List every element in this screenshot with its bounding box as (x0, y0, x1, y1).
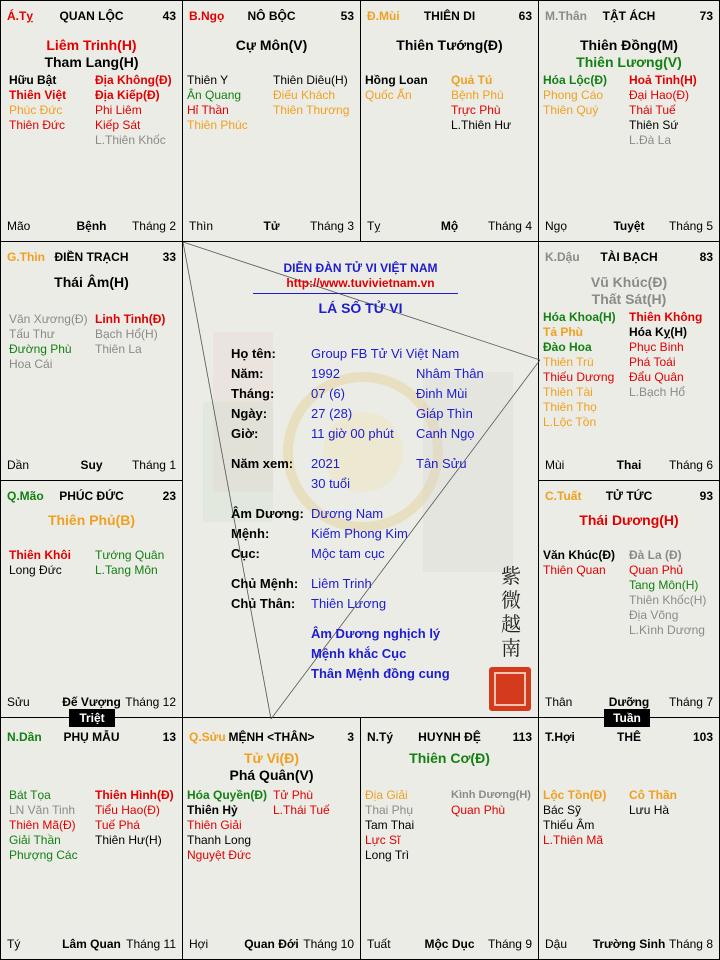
month: Tháng 7 (668, 695, 713, 709)
star: Linh Tinh(Đ) (95, 312, 166, 326)
star: Thiếu Âm (543, 818, 595, 832)
star-column-right (629, 310, 702, 400)
triet-tag: Triệt (69, 709, 115, 727)
palace-number: 3 (347, 730, 354, 744)
info-row-cuc (231, 544, 260, 564)
palace-number: 103 (692, 730, 713, 744)
month: Tháng 6 (668, 458, 713, 472)
info-row-hour (231, 424, 258, 444)
palace-name: PHÚC ĐỨC (59, 489, 124, 503)
star: Thiên Khốc(H) (629, 593, 707, 607)
main-star-1: Thái Âm(H) (54, 274, 129, 290)
star: Bát Tọa (9, 788, 51, 802)
earthly-branch: Tuất (367, 937, 391, 951)
star-column-left (9, 788, 78, 863)
star: Điếu Khách (273, 88, 336, 102)
star-column-left (187, 73, 248, 133)
label: Âm Dương: (231, 506, 304, 521)
star: Phúc Đức (9, 103, 63, 117)
palace-position: T.Hợi (545, 730, 575, 744)
age: 30 tuổi (311, 476, 351, 491)
main-star-1: Liêm Trinh(H) (46, 37, 137, 53)
star: Phượng Các (9, 848, 78, 862)
palace-number: 53 (340, 9, 354, 23)
star: Quả Tú (451, 73, 493, 87)
label: Năm: (231, 366, 264, 381)
star: Kình Dương(H) (451, 789, 531, 801)
main-star-1: Thiên Cơ(Đ) (409, 750, 490, 766)
star-column-right (629, 73, 697, 148)
life-stage: Trường Sinh (592, 937, 666, 951)
star: Thiên Hư(H) (95, 833, 162, 847)
star: Thiên Hình(Đ) (95, 788, 174, 802)
star: Thiên Phúc (187, 118, 248, 132)
seal-char: 越 (501, 612, 521, 636)
star: Thiên La (95, 342, 142, 356)
star: Bệnh Phù (451, 88, 504, 102)
star: Tuế Phá (95, 818, 140, 832)
life-stage: Tử (263, 219, 280, 233)
star: Hóa Kỵ(H) (629, 325, 688, 339)
info-value: Kiếm Phong Kim (311, 526, 408, 541)
month: Tháng 3 (309, 219, 354, 233)
star: Bác Sỹ (543, 803, 582, 817)
earthly-branch: Tỵ (367, 219, 381, 233)
palace-position: Q.Mão (7, 489, 44, 503)
star: Thiên Mã(Đ) (9, 818, 76, 832)
star: L.Thiên Hư (451, 118, 512, 132)
star: Trực Phù (451, 103, 501, 117)
palace-number: 13 (162, 730, 176, 744)
palace-number: 83 (699, 250, 713, 264)
star: Tử Phù (273, 788, 314, 802)
month: Tháng 9 (487, 937, 532, 951)
star: Long Trì (365, 848, 410, 862)
star: Long Đức (9, 563, 62, 577)
life-stage: Lâm Quan (62, 937, 121, 951)
star: Hữu Bật (9, 73, 57, 87)
info-value: Liêm Trinh (311, 576, 372, 591)
palace-name: THIÊN DI (423, 9, 476, 23)
palace-position: Á.Tỵ (7, 9, 34, 23)
earthly-branch: Mão (7, 219, 31, 233)
month: Tháng 2 (131, 219, 176, 233)
info-value: 07 (6) (311, 386, 345, 401)
info-value-2: Đinh Mùi (416, 386, 468, 401)
note-1: Âm Dương nghịch lý (311, 626, 441, 641)
star: Tả Phù (543, 325, 584, 339)
star: Phi Liêm (95, 103, 142, 117)
star: Đào Hoa (543, 340, 592, 354)
palace-no-boc (182, 0, 361, 242)
star: L.Kình Dương (629, 623, 705, 637)
palace-position: K.Dậu (545, 250, 580, 264)
star: L.Tang Môn (95, 563, 158, 577)
palace-tai-bach (538, 241, 720, 481)
star: Địa Không(Đ) (95, 73, 172, 87)
palace-quan-loc (0, 0, 183, 242)
info-row-name (231, 344, 276, 364)
palace-name: HUYNH ĐỆ (418, 730, 481, 744)
star: Tấu Thư (9, 327, 55, 341)
star: Tướng Quân (95, 548, 165, 562)
star: Thiên Quý (543, 103, 599, 117)
star-column-left (543, 310, 616, 430)
star-column-right (95, 73, 172, 148)
month: Tháng 8 (668, 937, 713, 951)
star: Thái Tuế (629, 103, 676, 117)
palace-name: ĐIỀN TRẠCH (54, 250, 129, 264)
star: Thiên Khôi (9, 548, 71, 562)
main-star-1: Vũ Khúc(Đ) (590, 274, 668, 290)
palace-number: 63 (518, 9, 532, 23)
star-column-left (543, 548, 615, 578)
star: Đà La (Đ) (629, 548, 682, 562)
palace-name: QUAN LỘC (59, 9, 124, 23)
star-column-left (187, 788, 267, 863)
star: Hóa Quyền(Đ) (187, 788, 268, 802)
star: Tam Thai (365, 818, 415, 832)
main-star-2: Tham Lang(H) (44, 54, 139, 70)
palace-position: M.Thân (545, 9, 587, 23)
star-column-left (9, 312, 88, 372)
palace-menh-than (182, 717, 361, 960)
palace-position: C.Tuất (545, 489, 582, 503)
palace-position: Q.Sửu (189, 730, 226, 744)
month: Tháng 4 (487, 219, 532, 233)
palace-name: TÀI BẠCH (600, 250, 658, 264)
star: Tang Môn(H) (629, 578, 699, 592)
star: Văn Khúc(Đ) (543, 548, 615, 562)
star: Lưu Hà (629, 803, 670, 817)
star: Giải Thần (9, 833, 61, 847)
main-star-2: Thất Sát(H) (591, 291, 667, 307)
star: Đẩu Quân (629, 370, 684, 384)
month: Tháng 10 (303, 937, 354, 951)
star: Đại Hao(Đ) (629, 88, 690, 102)
info-value: Mộc tam cục (311, 546, 385, 561)
palace-position: G.Thìn (7, 250, 45, 264)
star: L.Lộc Tồn (543, 415, 597, 429)
info-value: 27 (28) (311, 406, 353, 421)
star-column-right (629, 788, 677, 818)
info-row-year (231, 364, 264, 384)
info-row-am-duong (231, 504, 304, 524)
star: Văn Xương(Đ) (9, 312, 88, 326)
site-url[interactable]: http://www.tuvivietnam.vn (286, 276, 435, 290)
star-column-right (629, 548, 706, 638)
earthly-branch: Hợi (189, 937, 209, 951)
life-stage: Quan Đới (244, 937, 299, 951)
label: Mệnh: (231, 526, 270, 541)
palace-tat-ach (538, 0, 720, 242)
palace-name: TỬ TỨC (605, 489, 653, 503)
palace-name: TẬT ÁCH (602, 9, 656, 23)
chart-title: LÁ SỐ TỬ VI (318, 300, 403, 316)
note-2: Mệnh khắc Cục (311, 646, 407, 661)
star: Thiên Diêu(H) (273, 73, 348, 87)
palace-the (538, 717, 720, 960)
main-star-2: Phá Quân(V) (229, 767, 314, 783)
info-value-2: Canh Ngọ (416, 426, 475, 441)
seal-char: 南 (501, 636, 521, 660)
star: L.Thiên Khốc (95, 133, 166, 147)
star-column-right (95, 312, 165, 357)
star: Quan Phủ (629, 563, 684, 577)
palace-number: 33 (162, 250, 176, 264)
star-column-right (273, 73, 349, 118)
note-3: Thân Mệnh đồng cung (311, 666, 450, 681)
seal-char: 紫 (501, 564, 521, 588)
month: Tháng 5 (668, 219, 713, 233)
life-stage: Dưỡng (608, 695, 650, 709)
star: Bạch Hổ(H) (95, 327, 158, 341)
star: Thiên Giải (187, 818, 242, 832)
earthly-branch: Thìn (189, 219, 214, 233)
star-column-left (543, 788, 606, 848)
label: Cục: (231, 546, 260, 561)
earthly-branch: Thân (545, 695, 573, 709)
main-star-1: Thái Dương(H) (579, 512, 679, 528)
star: Thiên Thọ (543, 400, 597, 414)
info-value: Thiên Lương (311, 596, 387, 611)
star: Đường Phù (9, 342, 72, 356)
palace-name: PHỤ MẪU (63, 730, 120, 744)
earthly-branch: Dần (7, 458, 30, 472)
label: Giờ: (231, 426, 259, 441)
star: L.Bạch Hổ (629, 385, 686, 399)
star: Hồng Loan (365, 73, 428, 87)
star: Thai Phụ (365, 803, 414, 817)
star: Thiên Quan (543, 563, 606, 577)
palace-phu-mau (0, 717, 183, 960)
star: Kiếp Sát (95, 118, 141, 132)
star-column-left (9, 548, 71, 578)
label: Năm xem: (231, 456, 294, 471)
tuan-tag: Tuần (604, 709, 650, 727)
life-stage: Suy (80, 458, 103, 472)
star: Thiếu Dương (543, 370, 615, 384)
palace-position: N.Dần (7, 730, 42, 744)
star: Địa Kiếp(Đ) (95, 88, 160, 102)
palace-number: 43 (162, 9, 176, 23)
earthly-branch: Tý (7, 937, 21, 951)
life-stage: Mộ (440, 219, 459, 233)
main-star-1: Thiên Tướng(Đ) (396, 37, 503, 53)
info-row-month (231, 384, 274, 404)
label: Ngày: (231, 406, 268, 421)
star: Phá Toái (629, 355, 676, 369)
label: Chủ Mệnh: (231, 576, 299, 591)
main-star-1: Tử Vi(Đ) (244, 750, 299, 766)
life-stage: Thai (616, 458, 642, 472)
star: Tiểu Hao(Đ) (95, 803, 160, 817)
star: L.Thiên Mã (543, 833, 604, 847)
star-column-left (365, 73, 428, 103)
info-value: 1992 (311, 366, 340, 381)
star: Hỉ Thần (187, 103, 229, 117)
center-panel (182, 241, 539, 718)
palace-name: THÊ (617, 730, 641, 744)
month: Tháng 12 (125, 695, 176, 709)
star: Thiên Không (629, 310, 703, 324)
star: Thiên Trù (543, 355, 594, 369)
life-stage: Đế Vượng (62, 695, 121, 709)
info-value-2: Nhâm Thân (416, 366, 484, 381)
info-value-2: Giáp Thìn (416, 406, 473, 421)
palace-number: 73 (699, 9, 713, 23)
star-column-right (451, 73, 511, 133)
life-stage: Bệnh (76, 219, 107, 233)
star: Ân Quang (187, 88, 242, 102)
palace-name: NÔ BỘC (247, 9, 296, 23)
divider (253, 293, 458, 294)
star-column-left (365, 788, 414, 863)
star: Lực Sĩ (365, 833, 401, 847)
label: Tháng: (231, 386, 275, 401)
star: Thiên Hỷ (187, 803, 238, 817)
palace-position: N.Tý (367, 730, 394, 744)
star: Thiên Việt (9, 88, 67, 102)
main-star-1: Cự Môn(V) (235, 37, 308, 53)
main-star-1: Thiên Phủ(B) (47, 512, 136, 528)
star: Hoa Cái (9, 357, 53, 371)
star: Hoả Tinh(H) (629, 73, 697, 87)
palace-huynh-de (360, 717, 539, 960)
star: LN Văn Tinh (9, 803, 76, 817)
star: Thiên Sứ (629, 118, 679, 132)
info-row-chu-than (231, 594, 295, 614)
palace-thien-di (360, 0, 539, 242)
palace-number: 113 (512, 730, 532, 744)
star: Lộc Tồn(Đ) (543, 788, 607, 802)
star: L.Đà La (629, 133, 672, 147)
palace-position: B.Ngọ (189, 9, 225, 23)
palace-position: Đ.Mùi (367, 9, 400, 23)
star-column-left (543, 73, 607, 118)
star-column-right (273, 788, 330, 818)
star-column-right (451, 788, 531, 818)
site-name: DIỄN ĐÀN TỬ VI VIỆT NAM (283, 261, 438, 275)
star: Phong Cáo (543, 88, 604, 102)
star: Thiên Đức (9, 118, 66, 132)
info-value: 2021 (311, 456, 340, 471)
star: Thiên Thương (273, 103, 350, 117)
star: Quan Phù (451, 803, 506, 817)
main-star-2: Thiên Lương(V) (576, 54, 682, 70)
info-value: 11 giờ 00 phút (311, 426, 394, 441)
star: L.Thái Tuế (273, 803, 330, 817)
star: Địa Võng (629, 608, 679, 622)
earthly-branch: Sửu (7, 695, 30, 709)
red-seal-stamp (489, 667, 531, 711)
info-value: Dương Nam (311, 506, 384, 521)
earthly-branch: Dậu (545, 937, 568, 951)
label: Họ tên: (231, 346, 276, 361)
earthly-branch: Ngọ (545, 219, 568, 233)
palace-name: MỆNH <THÂN> (228, 730, 315, 744)
star: Cô Thần (629, 788, 677, 802)
star: Quốc Ấn (365, 88, 412, 102)
main-star-1: Thiên Đồng(M) (580, 37, 678, 53)
palace-number: 93 (699, 489, 713, 503)
palace-tu-tuc (538, 480, 720, 718)
info-value: Group FB Tử Vi Việt Nam (311, 346, 460, 361)
star-column-right (95, 788, 174, 848)
star: Hóa Khoa(H) (543, 310, 616, 324)
info-row-day (231, 404, 267, 424)
earthly-branch: Mùi (545, 458, 565, 472)
star: Thiên Tài (543, 385, 593, 399)
label: Chủ Thân: (231, 596, 296, 611)
star-column-right (95, 548, 164, 578)
star: Phục Binh (629, 340, 684, 354)
star-column-left (9, 73, 66, 133)
seal-char: 微 (501, 588, 521, 612)
palace-number: 23 (162, 489, 176, 503)
month: Tháng 11 (126, 937, 176, 951)
info-row-view-year (231, 454, 293, 474)
star: Hóa Lộc(Đ) (543, 73, 607, 87)
life-stage: Tuyệt (613, 219, 645, 233)
life-stage: Mộc Dục (424, 937, 475, 951)
palace-dien-trach (0, 241, 183, 481)
info-row-menh (231, 524, 269, 544)
palace-phuc-duc (0, 480, 183, 718)
info-row-chu-menh (231, 574, 298, 594)
star: Địa Giải (365, 788, 408, 802)
calligraphy-column (501, 564, 521, 660)
info-value-2: Tân Sửu (416, 456, 467, 471)
month: Tháng 1 (131, 458, 176, 472)
star: Nguyệt Đức (187, 848, 252, 862)
star: Thanh Long (187, 833, 252, 847)
star: Thiên Y (187, 73, 229, 87)
